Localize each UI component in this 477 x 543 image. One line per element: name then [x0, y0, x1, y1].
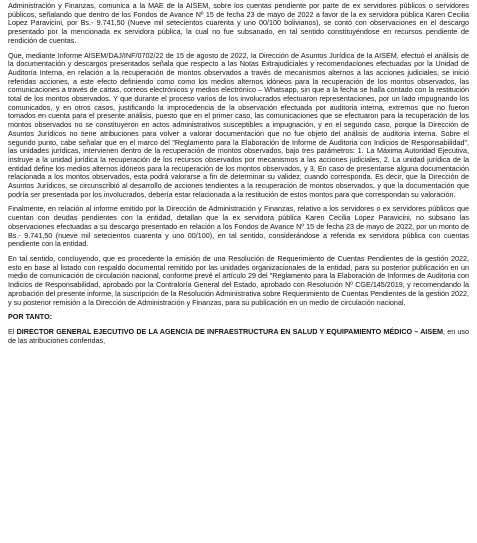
director-title: DIRECTOR GENERAL EJECUTIVO DE LA AGENCIA DE INFRAESTRUCTURA EN SALUD Y EQUIPAMIENTO MÉDICO – AISEM — [16, 326, 444, 336]
paragraph-informe-juridico: Que, mediante Informe AISEM/DAJ/INF/0702/22 de 15 de agosto de 2022, la Dirección de Asuntos Jurídica de la AISEM, efectuó el análisis de la documentación y descargos presentados señala que respecto a las Notas Extrajudiciales y recomendaciones efectuadas por la Unidad de Auditoría Interna, en relación a la recuperación de montos observados a través de mecanismos alternos a las acciones judiciales, se inició referidas acciones, a este efecto definiendo como como los medios alternos idóneos para la recuperación de los montos observados, las comunicaciones a través de cartas, correos electrónicos y medios electrónico – Whatsapp, sin que a la fecha se halla contado con la restitución total de los montos observados. Y que durante el proceso varios de los involucrados efectuaron representaciones, por un lado impugnando los comunicados, y en otros casos, justificando la improcedencia de la observación efectuada por auditoria interna, extremos que no fueron tomados en cuenta para el presente análisis, puesto que en el primer caso, las comunicaciones que se efectuaron para la recuperación de los montos observados no se constituyeron en actos administrativos susceptibles a impugnación, y en el segundo caso, porque la Dirección de Asuntos Jurídicos no tiene atribuciones para volver a valorar documentación que no fue objeto del análisis de auditoria interna. Sobre el segundo punto, cabe señalar que en el marco del "Reglamento para la Elaboración de Informe de Auditoria con Indicios de Responsabilidad", las unidades jurídicas, intervienen dentro de la recuperación de montos observados, bajo tres parámetros: 1. La Máxima Autoridad Ejecutiva, instruye a la unidad jurídica la recuperación de los recursos observados por mecanismos a las acciones judiciales, 2. La unidad jurídica de la entidad define los medios alternos idóneos para la recuperación de los montos observados, y 3. En caso de presentarse alguna documentación relacionada a los montos observados, esta podrá valorarse a fin de determinar su validez, cuando corresponda. Es decir, que la Dirección de Asuntos Jurídicos, se circunscribió al desarrollo de acciones tendientes a la recuperación de montos observados, y que la documentación que podría ser presentada por los involucrados, debería estar relacionada a la restitución de estos montos para que correspondan su valoración. — [8, 50, 469, 199]
paragraph-director — [8, 328, 469, 345]
paragraph-finalmente: Finalmente, en relación al informe emitido por la Dirección de Administración y Finanzas, relativo a los servidores o ex servidores públicos que cuentan con deudas pendientes con la entidad, detallan que la ex servidora pública Karen Cecilia Lopez Paravicini, no subsano las observaciones efectuadas a su descargo presentado en relación a los Fondos de Avance Nº 15 de fecha 23 de mayo de 2022, por un monto de Bs.- 9.741,50 (nueve mil setecientos cuarenta y uno 00/100), en tal sentido, considerándose a referida ex servidora pública con cuentas pendiente con la entidad. — [8, 204, 469, 249]
paragraph-conclusion: En tal sentido, concluyendo, que es procedente la emisión de una Resolución de Requerimiento de Cuentas Pendientes de la gestión 2022, esto en base al listado con respaldo documental remitido por las unidades organizacionales de la entidad, para su posterior publicación en un medio de comunicación de circulación nacional, conforme prevé el artículo 29 del "Reglamento para la Elaboración de Informes de Auditoria con Indicios de Responsabilidad, aprobado por la Contraloría General del Estado, aprobado con Resolución Nº CGE/145/2019, y recomendando la aprobación del presente informe, la suscripción de la Resolución Administrativa sobre Requerimiento de Cuentas Pendientes de la gestión 2022, y su posterior remisión a la Dirección de Administración y Finanzas, para su publicación en un medio de circulación nacional. — [8, 253, 469, 307]
director-tail: , en uso de las atribuciones conferidas, — [8, 326, 469, 345]
paragraph-administracion: Administración y Finanzas, comunica a la MAE de la AISEM, sobre los cuentas pendiente por parte de ex servidores públicos o servidores públicos, señalando que dentro de los Fondos de Avance Nº 15 de fecha 23 de mayo de 2022 a favor de la ex servidora pública Karen Cecilia Lopez Paravicini, por Bs.- 9.741,50 (Nueve mil setecientos cuarenta y uno 00/100 bolivianos), se contó con observaciones en el descargo presentado por la mencionada ex servidora pública, la cual no fue subsanado, en tal sentido constituyéndose en recursos pendiente de rendición de cuentas. — [8, 1, 469, 45]
director-lead: El — [8, 326, 17, 336]
section-label-por-tanto: POR TANTO: — [8, 312, 53, 322]
